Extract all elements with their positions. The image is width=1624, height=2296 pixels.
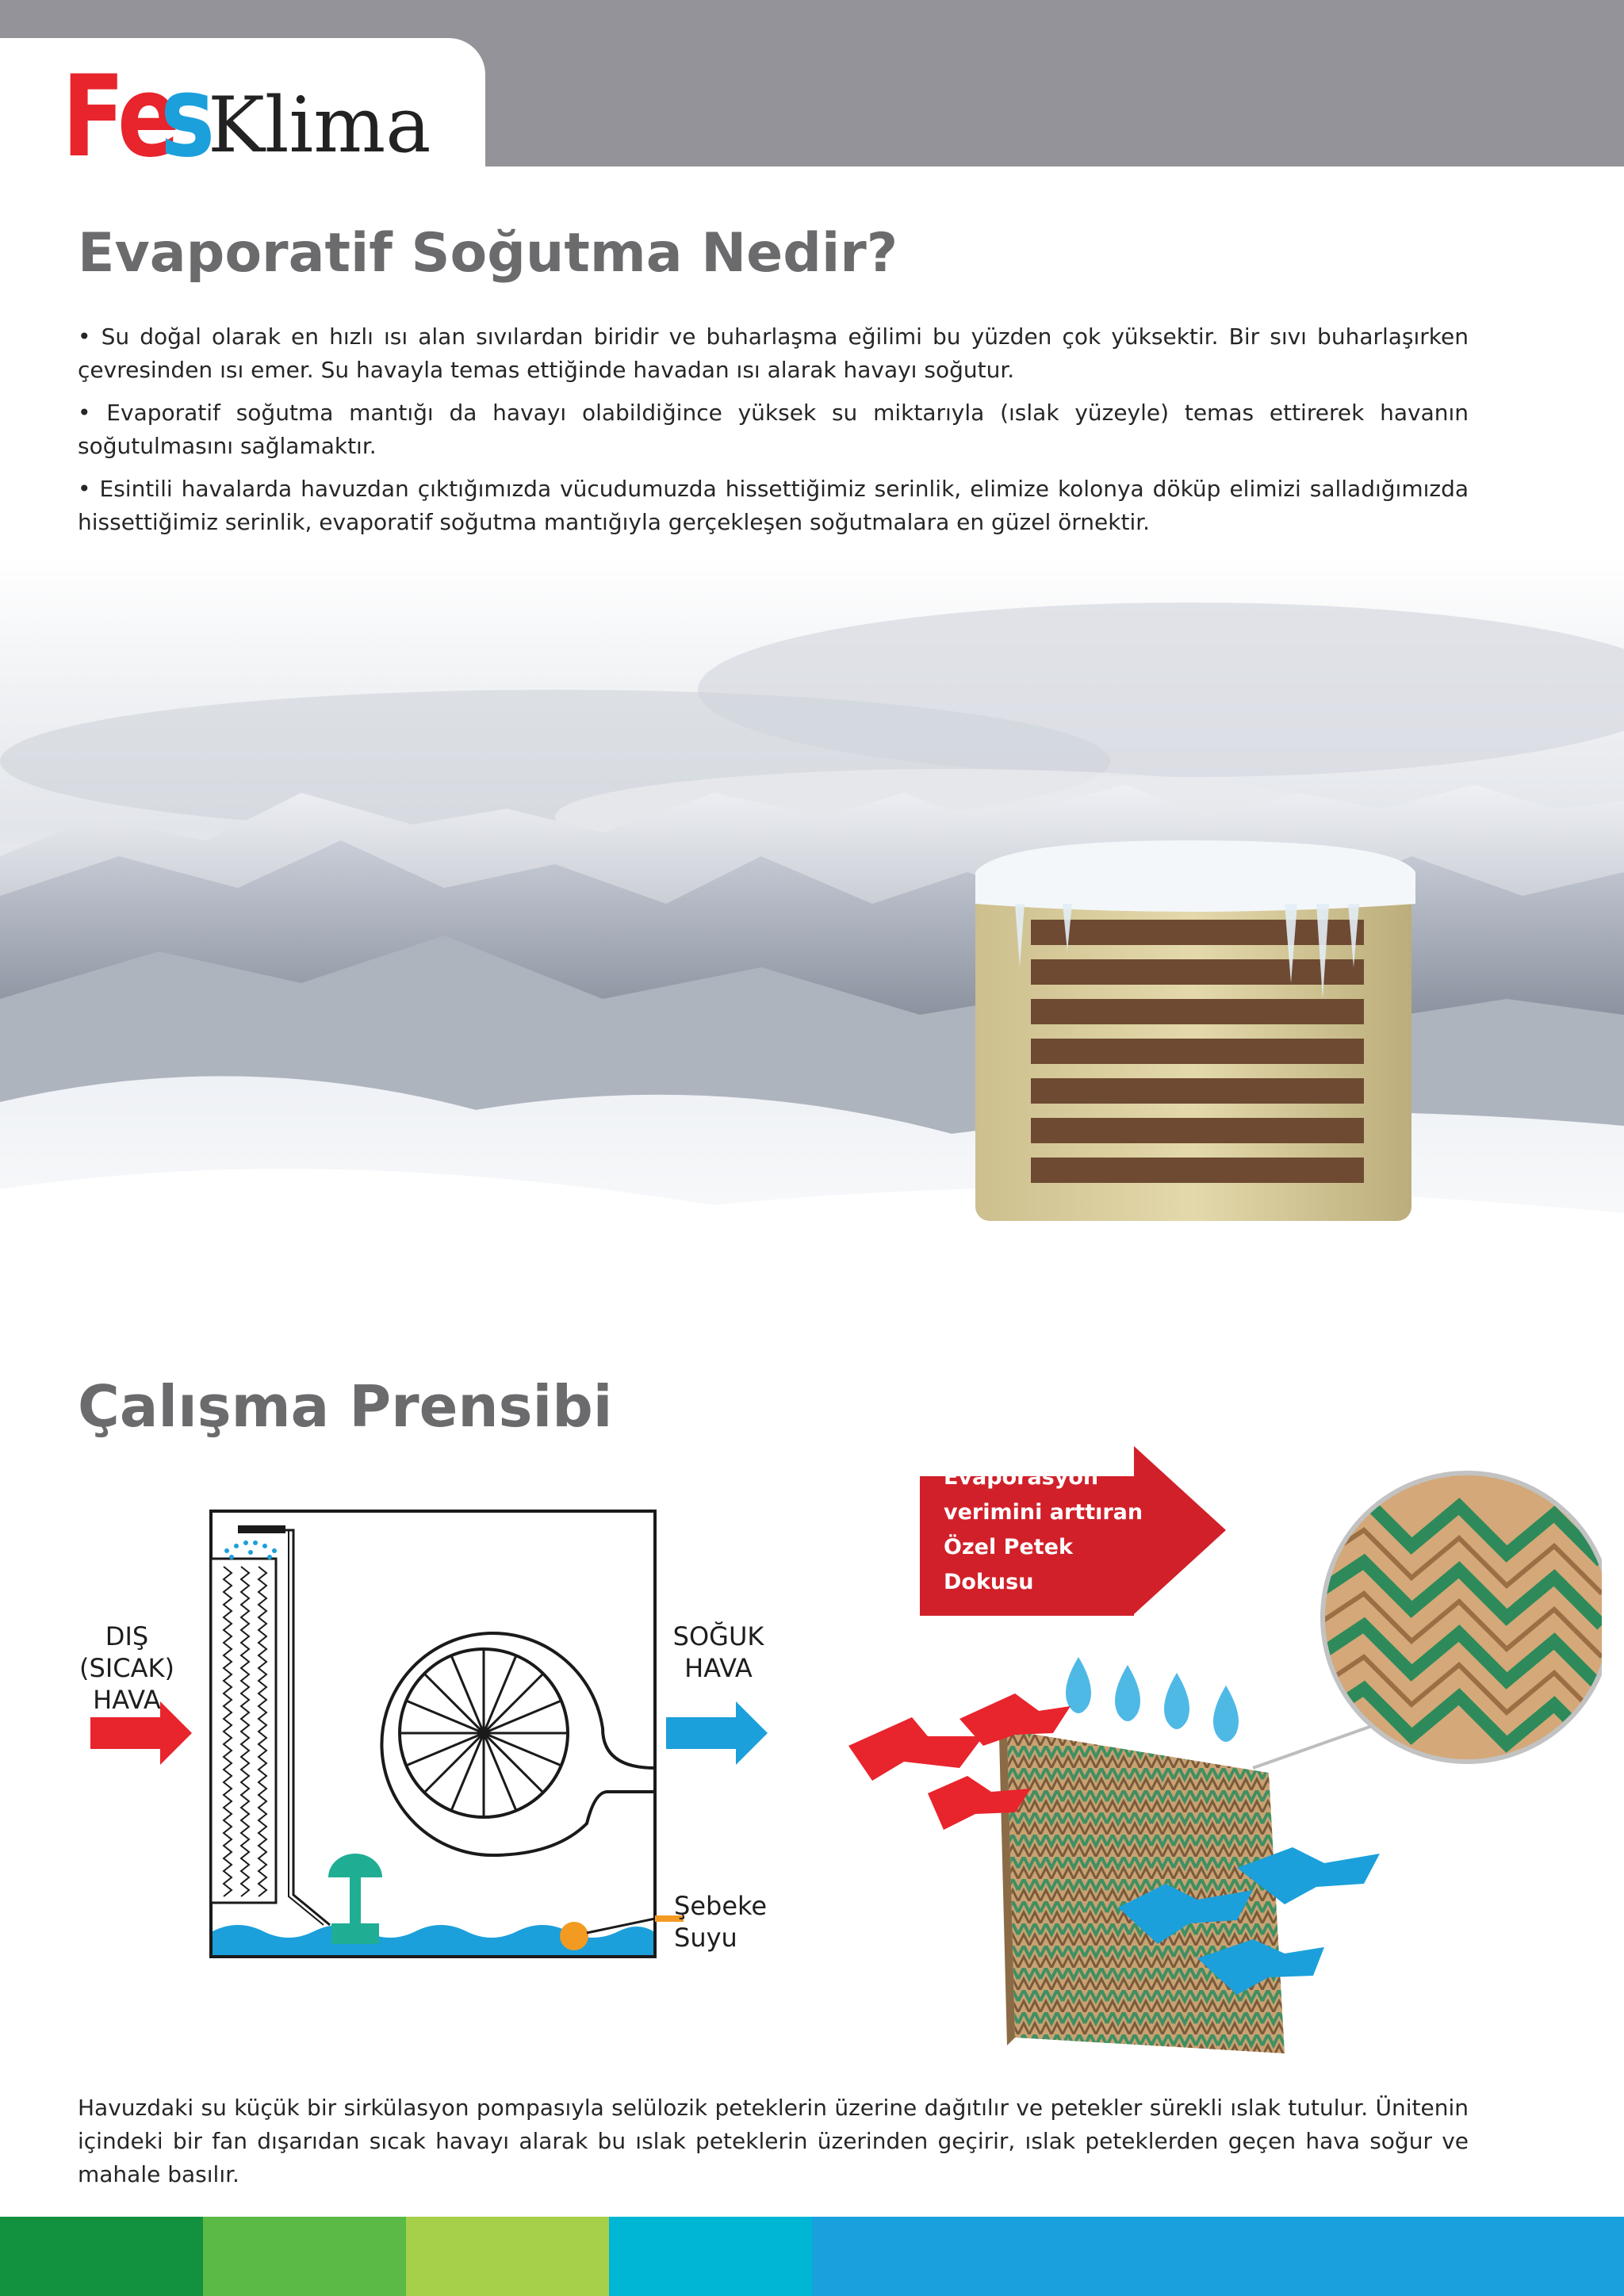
stripe-4: [609, 2217, 812, 2296]
bullet-2: • Evaporatif soğutma mantığı da havayı olabildiğince yüksek su miktarıyla (ıslak yüzeyle) temas ettirerek havanın soğutulmasını sağlamaktır.: [78, 400, 1469, 459]
bullet-1: • Su doğal olarak en hızlı ısı alan sıvılardan biridir ve buharlaşma eğilimi bu yüzden çok yüksektir. Bir sıvı buharlaşırken çevresinden ısı emer. Su havayla temas ettiğinde havadan ısı alarak havayı soğutur.: [78, 323, 1469, 383]
bullet-3: • Esintili havalarda havuzdan çıktığımızda vücudumuzda hissettiğimiz serinlik, elimize kolonya döküp elimizi salladığımızda hissettiğimiz serinlik, evaporatif soğutma mantığıyla gerçekleşen soğutmalara en güzel örnektir.: [78, 476, 1469, 535]
mountain-scene-image: [0, 555, 1624, 1332]
working-description: Havuzdaki su küçük bir sirkülasyon pompasıyla selülozik peteklerin üzerine dağıtılır ve petekler sürekli ıslak tutulur. Ünitenin içindeki bir fan dışarıdan sıcak havayı alarak bu ıslak peteklerin üzerinden geçirir, ıslak peteklerden geçen hava soğur ve mahale basılır.: [78, 2095, 1469, 2187]
footer-color-stripes: [0, 2217, 1624, 2296]
stripe-2: [203, 2217, 406, 2296]
stripe-3: [406, 2217, 609, 2296]
label-cold-air: SOĞUK HAVA: [672, 1621, 764, 1683]
page-title: Evaporatif Soğutma Nedir?: [78, 222, 898, 285]
logo-klima: Klima: [208, 81, 431, 170]
label-mains-water: Şebeke Suyu: [674, 1891, 768, 1953]
label-hot-air: DIŞ (SICAK) HAVA: [79, 1621, 174, 1715]
logo-fe: Fe: [62, 52, 176, 182]
logo-s: s: [159, 52, 215, 182]
stripe-1: [0, 2217, 203, 2296]
section-title: Çalışma Prensibi: [78, 1373, 613, 1440]
fes-klima-logo: [62, 52, 431, 182]
cellulose-pad: [1007, 1730, 1285, 2053]
working-principle-diagram: [48, 1490, 777, 1982]
stripe-5: [812, 2217, 1624, 2296]
callout-special-pad: Evaporasyon verimini arttıran Özel Petek Dokusu: [944, 1465, 1143, 1594]
